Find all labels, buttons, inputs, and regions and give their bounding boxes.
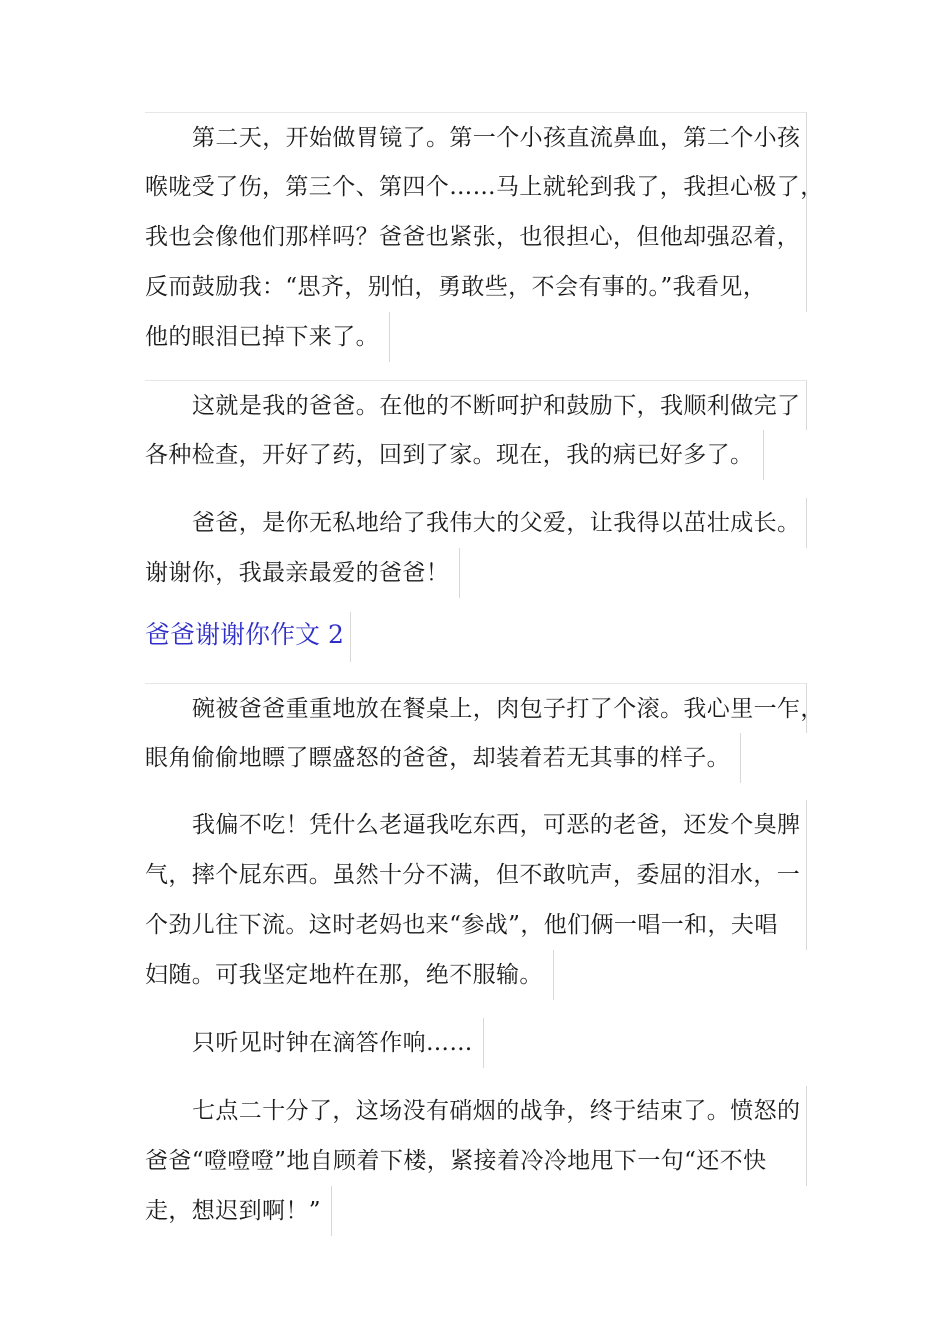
paragraph-line: 走，想迟到啊！” xyxy=(145,1186,332,1236)
paragraph-line: 他的眼泪已掉下来了。 xyxy=(145,312,390,362)
paragraph-line: 气，摔个屁东西。虽然十分不满，但不敢吭声，委屈的泪水，一 xyxy=(145,850,807,900)
paragraph-line: 这就是我的爸爸。在他的不断呵护和鼓励下，我顺利做完了 xyxy=(145,380,807,430)
paragraph-line: 我也会像他们那样吗？爸爸也紧张，也很担心，但他却强忍着， xyxy=(145,212,807,262)
paragraph-line: 碗被爸爸重重地放在餐桌上，肉包子打了个滚。我心里一乍， xyxy=(145,683,807,733)
paragraph-line: 我偏不吃！凭什么老逼我吃东西，可恶的老爸，还发个臭脾 xyxy=(145,800,807,850)
paragraph-line: 爸爸“噔噔噔”地自顾着下楼，紧接着冷冷地甩下一句“还不快 xyxy=(145,1136,807,1186)
paragraph-line: 各种检查，开好了药，回到了家。现在，我的病已好多了。 xyxy=(145,430,764,480)
paragraph-line: 七点二十分了，这场没有硝烟的战争，终于结束了。愤怒的 xyxy=(145,1086,807,1136)
paragraph-line: 喉咙受了伤，第三个、第四个……马上就轮到我了，我担心极了， xyxy=(145,162,807,212)
section-heading: 爸爸谢谢你作文 2 xyxy=(145,612,351,662)
paragraph-line: 第二天，开始做胃镜了。第一个小孩直流鼻血，第二个小孩 xyxy=(145,112,807,162)
paragraph-line: 眼角偷偷地瞟了瞟盛怒的爸爸，却装着若无其事的样子。 xyxy=(145,733,741,783)
paragraph-line: 妇随。可我坚定地杵在那，绝不服输。 xyxy=(145,950,554,1000)
paragraph-line: 反而鼓励我：“思齐，别怕，勇敢些，不会有事的。”我看见， xyxy=(145,262,807,312)
paragraph-line: 只听见时钟在滴答作响…… xyxy=(145,1018,484,1068)
paragraph-line: 爸爸，是你无私地给了我伟大的父爱，让我得以茁壮成长。 xyxy=(145,498,807,548)
paragraph-line: 谢谢你，我最亲最爱的爸爸！ xyxy=(145,548,460,598)
paragraph-line: 个劲儿往下流。这时老妈也来“参战”，他们俩一唱一和，夫唱 xyxy=(145,900,807,950)
